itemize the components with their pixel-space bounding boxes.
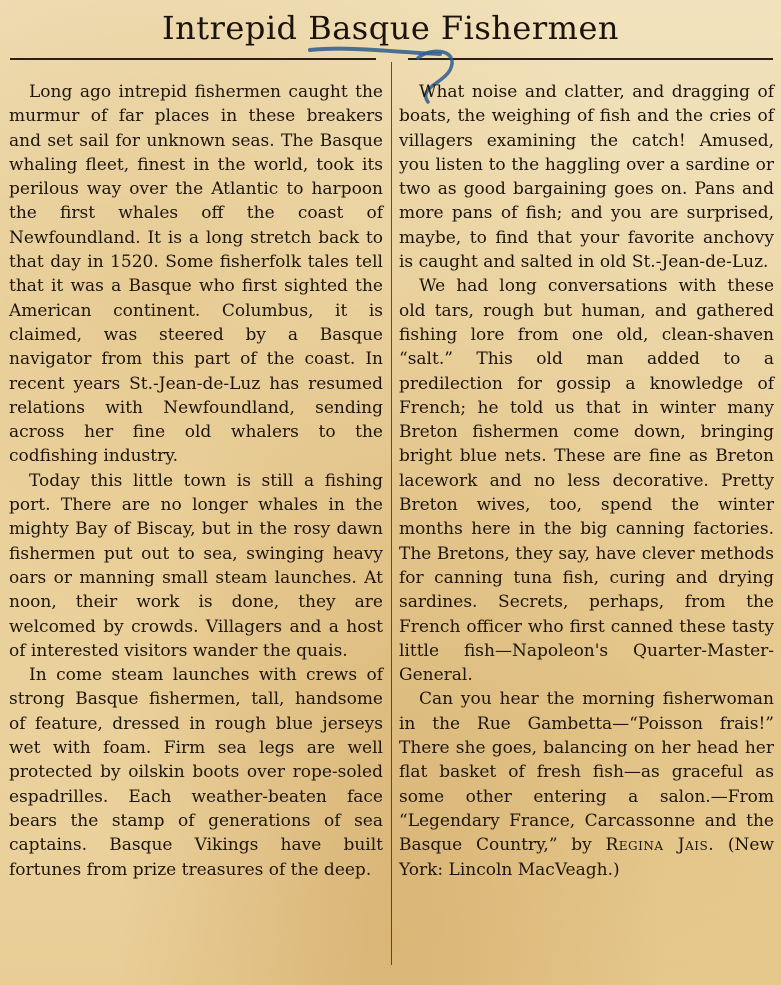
paragraph-steam-launches: In come steam launches with crews of strong Basque fishermen, tall, handsome of feature, dressed in rough blue jerseys wet with foam. Firm sea legs are well protected by oilskin boots over rope-soled espadrilles. Each weather-beaten face bears the stamp of generations of sea captains. Basque Vikings have built fortunes from prize treasures of the deep.: [9, 665, 383, 880]
paragraph-history: Long ago intrepid fishermen caught the murmur of far places in these breakers and set sail for unknown seas. The Basque whaling fleet, finest in the world, took its perilous way over the Atlantic to harpoon the first whales off the coast of Newfoundland. It is a long stretch back to that day in 1520. Some fisherfolk tales tell that it was a Basque who first sighted the American continent. Columbus, it is claimed, was steered by a Basque navigator from this part of the coast. In recent years St.-Jean-de-Luz has resumed relations with Newfoundland, sending across her fine old whalers to the codfishing industry.: [9, 82, 383, 467]
closing-text: Can you hear the morning fisherwoman in the Rue Gambetta—“Poisson frais!” There she goes, balancing on her head her flat basket of fresh fish—as graceful as some other entering a salon.—From “Legendary France, Carcassonne and the Basque Country,” by: [399, 689, 774, 856]
title-rule-left: [10, 58, 376, 60]
left-column: [9, 80, 383, 882]
paragraph-old-tars: We had long conversations with these old tars, rough but human, and gathered fishing lore from one old, clean-shaven “salt.” This old man added to a predilection for gossip a knowledge of French; he told us that in winter many Breton fishermen come down, bringing bright blue nets. These are fine as Breton lacework and no less decorative. Pretty Breton wives, too, spend the winter months here in the big canning factories. The Bretons, they say, have clever methods for canning tuna fish, curing and drying sardines. Secrets, perhaps, from the French officer who first canned these tasty little fish—Napoleon's Quarter-Master-General.: [399, 276, 774, 686]
paragraph-clatter: What noise and clatter, and dragging of boats, the weighing of fish and the cries of villagers examining the catch! Amused, you listen to the haggling over a sardine or two as good bargaining goes on. Pans and more pans of fish; and you are surprised, maybe, to find that your favorite anchovy is caught and salted in old St.-Jean-de-Luz.: [399, 82, 774, 273]
article-title: Intrepid Basque Fishermen: [161, 9, 620, 47]
publisher-credit: (New York: Lincoln MacVeagh.): [399, 835, 775, 880]
paragraph-closing: [399, 687, 774, 881]
paragraph-fishing-port: Today this little town is still a fishing port. There are no longer whales in the mighty Bay of Biscay, but in the rosy dawn fishermen put out to sea, swinging heavy oars or manning small steam launches. At noon, their work is done, they are welcomed by crowds. Villagers and a host of interested visitors wander the quais.: [9, 470, 383, 661]
column-divider: [391, 62, 392, 965]
author-name: Regina Jais.: [605, 835, 715, 856]
title-rule-right: [408, 58, 773, 60]
right-column: [399, 80, 774, 882]
